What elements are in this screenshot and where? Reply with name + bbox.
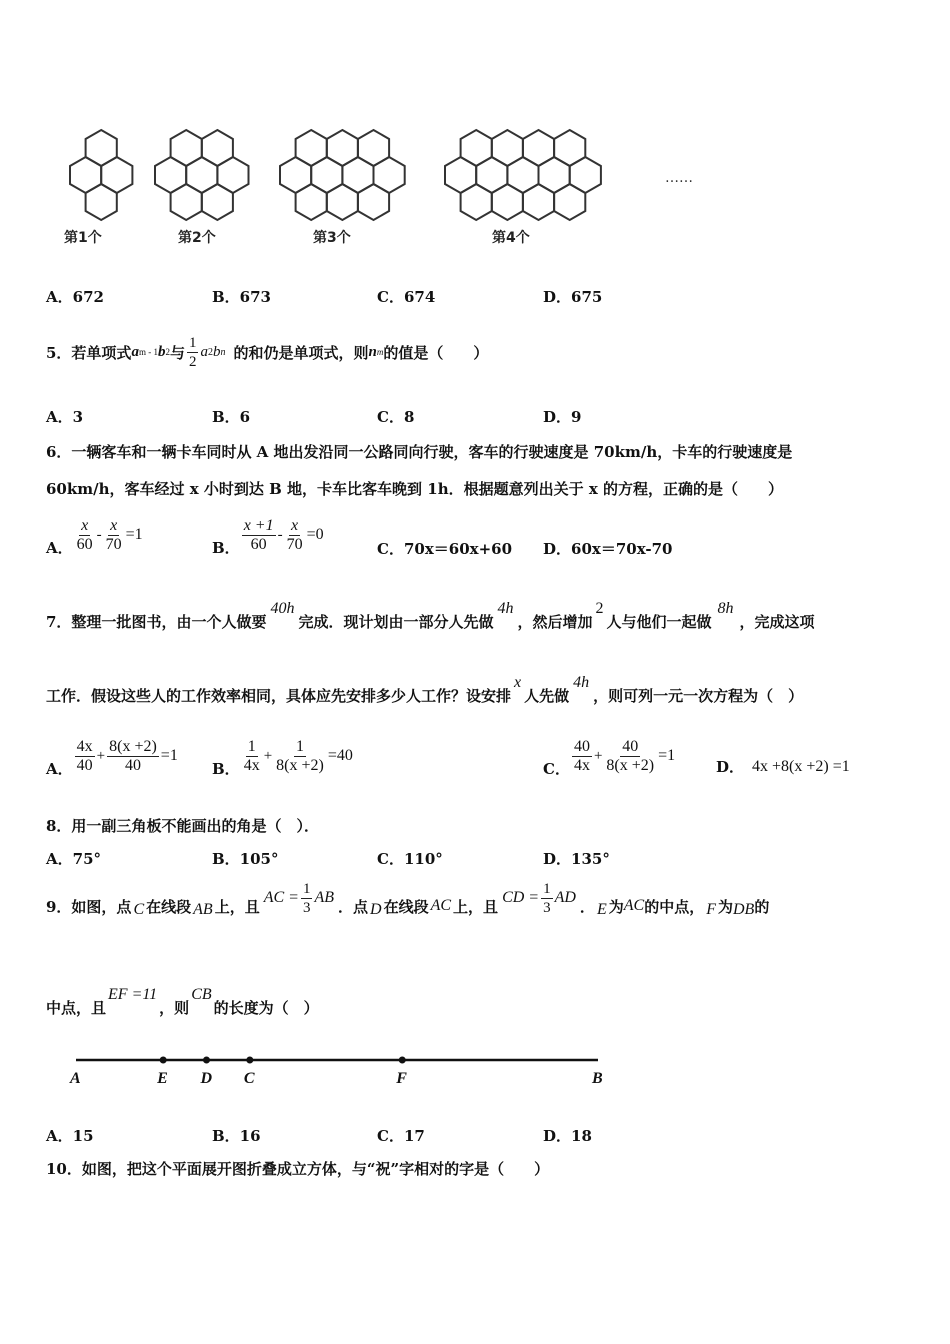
q9-DB: DB bbox=[733, 901, 755, 918]
q5-coef-fraction bbox=[187, 334, 199, 371]
q6-b-n2: x bbox=[291, 516, 299, 534]
q7-option-d-label: D． bbox=[716, 758, 745, 776]
q9-eq1-rhs: AB bbox=[314, 889, 334, 906]
q9-p3: 上，且 bbox=[214, 897, 260, 916]
q7-p2: 完成．现计划由一部分人先做 bbox=[298, 613, 494, 631]
q9-line2 bbox=[46, 978, 319, 1018]
q6-b-rhs: =0 bbox=[306, 526, 324, 543]
q6-b-d1: 60 bbox=[250, 535, 267, 553]
q7-c-d1: 4x bbox=[573, 756, 590, 774]
q10-stem: 10．如图，把这个平面展开图折叠成立方体，与“祝”字相对的字是（ ） bbox=[46, 1160, 550, 1178]
q9-p9: 的中点， bbox=[644, 897, 705, 916]
q7-option-a-label: A． bbox=[46, 759, 73, 778]
q6-a-d2: 70 bbox=[105, 535, 122, 553]
segment-point-F bbox=[399, 1057, 406, 1064]
q5-option-a[interactable]: A．3 bbox=[46, 408, 84, 426]
q9-AB: AB bbox=[193, 901, 213, 918]
q8-option-c[interactable]: C．110° bbox=[377, 850, 443, 868]
q8-option-a[interactable]: A．75° bbox=[46, 850, 102, 868]
q9-line2-c: 的长度为（ ） bbox=[213, 999, 319, 1017]
q8-option-b[interactable]: B．105° bbox=[212, 850, 279, 868]
q7-b-frac1 bbox=[242, 738, 262, 775]
hexagon-pattern-figure bbox=[40, 110, 693, 260]
q7-b-n1: 1 bbox=[247, 737, 256, 755]
segment-label-F: F bbox=[396, 1070, 407, 1087]
segment-point-E bbox=[160, 1057, 167, 1064]
q7-v4: 8h bbox=[717, 600, 734, 617]
hex-caption-2: 第2个 bbox=[178, 230, 216, 246]
hexagon-ellipsis: …… bbox=[665, 170, 693, 186]
q7-p1: 7．整理一批图书，由一个人做要 bbox=[46, 613, 267, 631]
q9-option-b[interactable]: B．16 bbox=[212, 1127, 261, 1145]
q9-eq2-rhs: AD bbox=[554, 889, 576, 906]
q9-eq2 bbox=[502, 880, 576, 917]
q7-v2: 4h bbox=[497, 600, 514, 617]
q5-option-c[interactable]: C．8 bbox=[377, 408, 415, 426]
q9-eq2-den: 3 bbox=[543, 899, 551, 916]
q5-option-b[interactable]: B．6 bbox=[212, 408, 251, 426]
q6-option-b[interactable] bbox=[212, 512, 324, 558]
q9-eq1-frac bbox=[301, 880, 313, 917]
q6-option-a[interactable] bbox=[46, 512, 143, 558]
hexagon-groups bbox=[70, 130, 601, 220]
q7-b-rhs: =40 bbox=[327, 747, 353, 764]
q4-option-b[interactable]: B．673 bbox=[212, 288, 271, 306]
q5-with: 与 bbox=[169, 343, 185, 362]
q7-a-d1: 40 bbox=[76, 756, 93, 774]
q5-term2-a: a bbox=[200, 343, 208, 360]
q9-eq1-den: 3 bbox=[302, 899, 311, 916]
q9-p8: 为 bbox=[608, 897, 624, 916]
q6-a-n1: x bbox=[81, 516, 89, 534]
q9-eq2-frac bbox=[541, 880, 553, 917]
q4-option-c[interactable]: C．674 bbox=[377, 288, 436, 306]
q7-a-frac1 bbox=[75, 738, 95, 775]
q5-coef-num: 1 bbox=[188, 334, 197, 351]
q7-option-b-label: B． bbox=[212, 759, 240, 778]
hexagon-cell-2-2-1 bbox=[202, 184, 233, 220]
q7-p5: ，完成这项 bbox=[739, 613, 815, 631]
q6-b-op: - bbox=[277, 526, 283, 543]
q5-stem bbox=[46, 322, 488, 382]
q7-b-d2: 8(x +2) bbox=[276, 756, 324, 774]
q6-a-rhs: =1 bbox=[125, 526, 143, 543]
q9-AC2: AC bbox=[623, 897, 645, 914]
q7-p4: 人与他们一起做 bbox=[606, 613, 712, 631]
q5-prefix: 5．若单项式 bbox=[46, 343, 132, 362]
segment-label-B: B bbox=[592, 1070, 603, 1087]
segment-label-C: C bbox=[243, 1070, 255, 1087]
q7-v6: 4h bbox=[573, 674, 590, 691]
q5-option-d[interactable]: D．9 bbox=[543, 408, 582, 426]
q7-line2 bbox=[46, 666, 803, 706]
q7-b-d1: 4x bbox=[243, 756, 260, 774]
q6-a-n2: x bbox=[110, 516, 118, 534]
q5-n: n bbox=[368, 343, 377, 360]
q9-p11: 的 bbox=[754, 897, 770, 916]
q6-option-a-label: A． bbox=[46, 538, 73, 557]
q6-option-d[interactable]: D．60x＝70x-70 bbox=[543, 540, 673, 558]
q6-option-b-label: B． bbox=[212, 538, 240, 557]
q9-line2-a: 中点，且 bbox=[46, 999, 107, 1017]
q5-term2-a-exp: 2 bbox=[207, 346, 213, 358]
hex-caption-1: 第1个 bbox=[64, 230, 102, 246]
q7-c-d2: 8(x +2) bbox=[606, 756, 655, 774]
q9-eq2-num: 1 bbox=[543, 880, 551, 897]
q9-eq1 bbox=[264, 880, 334, 917]
q6-b-frac1 bbox=[242, 517, 276, 554]
q7-p7: 人先做 bbox=[524, 687, 570, 705]
q5-term1-a: a bbox=[131, 343, 139, 360]
q7-p8: ，则可列一元一次方程为（ ） bbox=[593, 687, 804, 705]
hexagon-cell-3-2-1 bbox=[327, 184, 358, 220]
q9-p2: 在线段 bbox=[146, 897, 192, 916]
q5-suffix-b: 的值是（ ） bbox=[383, 343, 489, 362]
segment-label-D: D bbox=[200, 1070, 213, 1087]
q7-option-b[interactable]: B． $\frac{1}{4x}$ + $\frac{1}{8(x +2)}$ =40 bbox=[212, 737, 353, 778]
hexagon-cell-4-2-3 bbox=[554, 184, 585, 220]
q6-b-frac2 bbox=[285, 517, 305, 554]
q9-p10: 为 bbox=[717, 897, 733, 916]
hexagon-cell-3-2-2 bbox=[358, 184, 389, 220]
segment-label-E: E bbox=[157, 1070, 168, 1087]
q9-F: F bbox=[706, 901, 716, 918]
q9-p1: 9．如图，点 bbox=[46, 897, 132, 916]
q7-b-frac2 bbox=[274, 738, 326, 775]
q6-b-n1: x +1 bbox=[243, 516, 274, 534]
q6-line2: 60km/h，客车经过 x 小时到达 B 地，卡车比客车晚到 1h．根据题意列出关于 x 的方程，正确的是（ ） bbox=[46, 480, 783, 498]
q5-m-exp: m bbox=[376, 347, 384, 357]
q7-a-d2: 40 bbox=[124, 756, 141, 774]
q9-eq1-num: 1 bbox=[302, 880, 311, 897]
q9-AC: AC bbox=[430, 897, 452, 914]
q6-line1: 6．一辆客车和一辆卡车同时从 A 地出发沿同一公路同向行驶，客车的行驶速度是 70km/h，卡车的行驶速度是 bbox=[46, 443, 793, 461]
q7-c-frac2 bbox=[604, 738, 656, 775]
q7-a-n2: 8(x +2) bbox=[109, 737, 157, 755]
q9-eq2-lhs: CD = bbox=[502, 889, 540, 906]
q6-a-frac1 bbox=[75, 517, 95, 554]
q7-option-a[interactable]: A． $\frac{4x}{40}$ + $\frac{8(x +2)}{40}$ =1 bbox=[46, 737, 178, 778]
q6-option-c[interactable]: C．70x＝60x+60 bbox=[377, 540, 513, 558]
segment-point-D bbox=[203, 1057, 210, 1064]
q6-a-d1: 60 bbox=[76, 535, 93, 553]
q7-p3: ，然后增加 bbox=[517, 613, 593, 631]
hexagon-cell-3-2-0 bbox=[296, 184, 327, 220]
hexagon-cell-2-2-0 bbox=[171, 184, 202, 220]
q9-p5: 在线段 bbox=[383, 897, 429, 916]
q9-option-a[interactable]: A．15 bbox=[46, 1127, 94, 1145]
q7-p6: 工作．假设这些人的工作效率相同，具体应先安排多少人工作？设安排 bbox=[46, 687, 512, 705]
hexagon-cell-4-2-2 bbox=[523, 184, 554, 220]
q7-c-n2: 40 bbox=[622, 737, 639, 755]
q4-option-a[interactable]: A．672 bbox=[46, 288, 104, 306]
q9-option-d[interactable]: D．18 bbox=[543, 1127, 592, 1145]
q9-option-c[interactable]: C．17 bbox=[377, 1127, 425, 1145]
q9-E: E bbox=[596, 901, 607, 918]
q6-b-d2: 70 bbox=[286, 535, 303, 553]
q5-coef-den: 2 bbox=[188, 353, 197, 370]
hex-caption-3: 第3个 bbox=[313, 230, 351, 246]
q9-cb: CB bbox=[191, 986, 212, 1003]
q9-ef: EF =11 bbox=[108, 986, 158, 1003]
q9-p6: 上，且 bbox=[453, 897, 499, 916]
q8-stem: 8．用一副三角板不能画出的角是（ ）． bbox=[46, 817, 319, 835]
q9-line1 bbox=[46, 880, 769, 932]
q5-term1-a-exp: m - 1 bbox=[138, 347, 158, 357]
q7-option-c[interactable]: C． $\frac{40}{4x}$ + $\frac{40}{8(x +2)}$ =1 bbox=[543, 737, 676, 778]
q9-p7: ． bbox=[579, 897, 595, 916]
q7-v5: x bbox=[514, 674, 522, 691]
segment-label-A: A bbox=[70, 1070, 81, 1087]
q5-term2-b-exp: n bbox=[220, 346, 226, 358]
q9-D: D bbox=[370, 901, 382, 918]
q8-option-d[interactable]: D．135° bbox=[543, 850, 610, 868]
q7-line1 bbox=[46, 592, 815, 632]
q7-a-frac2 bbox=[107, 738, 159, 775]
q7-a-n1: 4x bbox=[76, 737, 93, 755]
q5-term1-b: b bbox=[157, 343, 166, 360]
q9-eq1-lhs: AC = bbox=[263, 889, 299, 906]
q5-term1-b-exp: 2 bbox=[165, 347, 170, 357]
segment-point-C bbox=[246, 1057, 253, 1064]
segment-diagram bbox=[60, 1045, 620, 1093]
q7-c-frac1 bbox=[572, 738, 592, 775]
q7-option-c-label: C． bbox=[543, 759, 570, 778]
hexagon-cell-1-2-0 bbox=[86, 184, 117, 220]
q5-suffix-a: 的和仍是单项式，则 bbox=[233, 343, 369, 362]
hexagon-cell-4-2-1 bbox=[492, 184, 523, 220]
hex-caption-4: 第4个 bbox=[492, 230, 530, 246]
q7-b-n2: 1 bbox=[296, 737, 304, 755]
q5-term2-b: b bbox=[212, 343, 221, 360]
q7-c-rhs: =1 bbox=[658, 747, 676, 764]
q6-a-op: - bbox=[96, 526, 102, 543]
q6-a-frac2 bbox=[104, 517, 124, 554]
q7-a-rhs: =1 bbox=[160, 747, 178, 764]
q9-C: C bbox=[133, 901, 145, 918]
hexagon-cell-4-2-0 bbox=[461, 184, 492, 220]
q9-line2-b: ，则 bbox=[159, 999, 190, 1017]
q7-c-n1: 40 bbox=[573, 737, 590, 755]
q7-v1: 40h bbox=[270, 600, 295, 617]
q9-p4: ．点 bbox=[338, 897, 369, 916]
q4-option-d[interactable]: D．675 bbox=[543, 288, 603, 306]
q7-option-d[interactable] bbox=[716, 756, 850, 777]
q7-v3: 2 bbox=[595, 600, 604, 617]
q7-d-expr: 4x +8(x +2) =1 bbox=[752, 757, 850, 775]
